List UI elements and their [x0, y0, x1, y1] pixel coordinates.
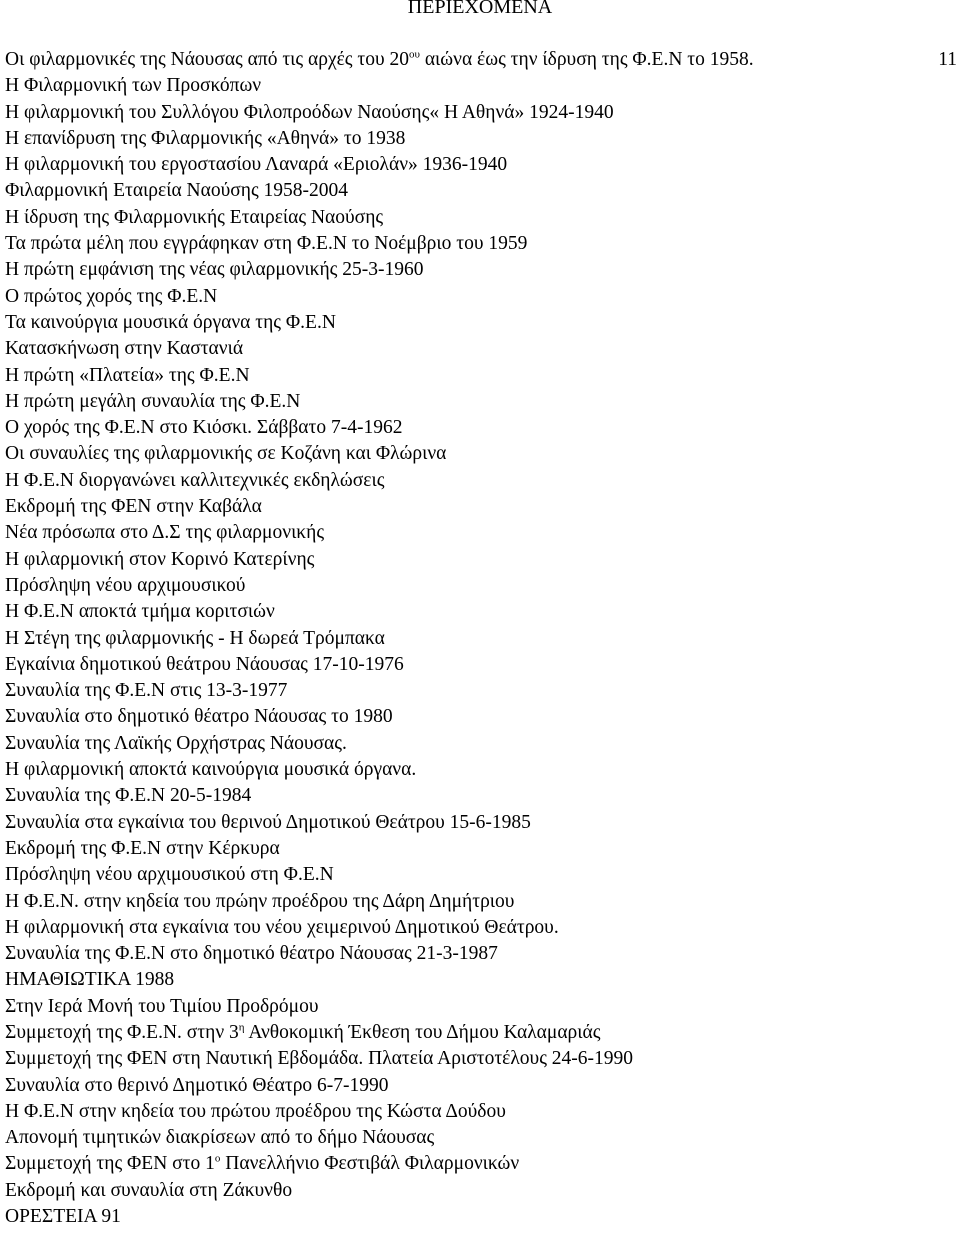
toc-entry: Η πρώτη «Πλατεία» της Φ.Ε.Ν [5, 364, 250, 386]
toc-entry-text-part: Πανελλήνιο Φεστιβάλ Φιλαρμονικών [220, 1153, 520, 1175]
toc-entry: Συναυλία της Φ.Ε.Ν 20-5-1984 [5, 785, 252, 807]
toc-entry: Εκδρομή και συναυλία στη Ζάκυνθο [5, 1179, 293, 1201]
toc-entry: Η ίδρυση της Φιλαρμονικής Εταιρείας Ναούσης [5, 206, 384, 228]
toc-entry: Συναυλία της Φ.Ε.Ν στις 13-3-1977 [5, 680, 288, 702]
toc-entry: Τα πρώτα μέλη που εγγράφηκαν στη Φ.Ε.Ν το Νοέμβριο του 1959 [5, 233, 528, 255]
toc-entry: Οι συναυλίες της φιλαρμονικής σε Κοζάνη και Φλώρινα [5, 443, 447, 465]
toc-entry: Η φιλαρμονική στον Κορινό Κατερίνης [5, 548, 315, 570]
toc-entry: Η φιλαρμονική στα εγκαίνια του νέου χειμερινού Δημοτικού Θεάτρου. [5, 916, 559, 938]
toc-entry-text-part: Ανθοκομική Έκθεση του Δήμου Καλαμαριάς [244, 1021, 601, 1043]
toc-entry: Συναυλία της Λαϊκής Ορχήστρας Νάουσας. [5, 732, 347, 754]
page-title: ΠΕΡΙΕΧΟΜΕΝΑ [407, 0, 553, 18]
table-of-contents [5, 47, 957, 1230]
toc-entry: Η φιλαρμονική του εργοστασίου Λαναρά «Εριολάν» 1936-1940 [5, 154, 508, 176]
toc-entry: Φιλαρμονική Εταιρεία Ναούσης 1958-2004 [5, 180, 349, 202]
toc-entry: Στην Ιερά Μονή του Τιμίου Προδρόμου [5, 995, 319, 1017]
toc-entry: Η Φ.Ε.Ν αποκτά τμήμα κοριτσιών [5, 601, 275, 623]
toc-entry: Η πρώτη μεγάλη συναυλία της Φ.Ε.Ν [5, 390, 301, 412]
toc-entry-text-part: Συμμετοχή της Φ.Ε.Ν. στην 3 [5, 1021, 239, 1043]
toc-entry-text-part: Συμμετοχή της ΦΕΝ στο 1 [5, 1153, 215, 1175]
toc-entry: ΟΡΕΣΤΕΙΑ 91 [5, 1206, 121, 1228]
toc-entry: Ο πρώτος χορός της Φ.Ε.Ν [5, 285, 218, 307]
toc-entry: Η Φ.Ε.Ν διοργανώνει καλλιτεχνικές εκδηλώσεις [5, 469, 385, 491]
toc-entry-superscript: ο [214, 1152, 221, 1165]
toc-entry-superscript: ου [409, 48, 420, 61]
toc-entry [5, 1020, 957, 1046]
toc-entry-text-part: αιώνα έως την ίδρυση της Φ.Ε.Ν το 1958. [419, 49, 754, 70]
toc-entry: Πρόσληψη νέου αρχιμουσικού στη Φ.Ε.Ν [5, 864, 334, 886]
toc-entry: Εκδρομή της ΦΕΝ στην Καβάλα [5, 496, 262, 518]
toc-entry: Συμμετοχή της ΦΕΝ στη Ναυτική Εβδομάδα. Πλατεία Αριστοτέλους 24-6-1990 [5, 1048, 634, 1070]
toc-entry: Η Στέγη της φιλαρμονικής - Η δωρεά Τρόμπακα [5, 627, 385, 649]
toc-entry: Εγκαίνια δημοτικού θεάτρου Νάουσας 17-10-1976 [5, 653, 404, 675]
toc-entry: ΗΜΑΘΙΩΤΙΚΑ 1988 [5, 969, 175, 991]
toc-entry-superscript: η [238, 1021, 245, 1034]
toc-entry: Συναυλία στα εγκαίνια του θερινού Δημοτικού Θεάτρου 15-6-1985 [5, 811, 531, 833]
toc-entry: Η Φ.Ε.Ν στην κηδεία του πρώτου προέδρου της Κώστα Δούδου [5, 1100, 506, 1122]
toc-entry: Η Φ.Ε.Ν. στην κηδεία του πρώην προέδρου της Δάρη Δημήτριου [5, 890, 515, 912]
toc-entry: Ο χορός της Φ.Ε.Ν στο Κιόσκι. Σάββατο 7-4-1962 [5, 417, 403, 439]
toc-entry-text [5, 49, 754, 70]
toc-entry [5, 1151, 957, 1177]
toc-entry: Η φιλαρμονική του Συλλόγου Φιλοπροόδων Ναούσης« Η Αθηνά» 1924-1940 [5, 101, 614, 123]
toc-entry: Τα καινούργια μουσικά όργανα της Φ.Ε.Ν [5, 311, 336, 333]
toc-entry-text-part: Οι φιλαρμονικές της Νάουσας από τις αρχές του 20 [5, 49, 410, 70]
toc-entry: Συναυλία της Φ.Ε.Ν στο δημοτικό θέατρο Νάουσας 21-3-1987 [5, 943, 498, 965]
toc-entry: Πρόσληψη νέου αρχιμουσικού [5, 574, 246, 596]
toc-entry: Συναυλία στο δημοτικό θέατρο Νάουσας το 1980 [5, 706, 393, 728]
toc-entry: Νέα πρόσωπα στο Δ.Σ της φιλαρμονικής [5, 522, 325, 544]
toc-entry: Η φιλαρμονική αποκτά καινούργια μουσικά όργανα. [5, 759, 417, 781]
toc-page-number: 11 [938, 49, 957, 70]
toc-entry: Η επανίδρυση της Φιλαρμονικής «Αθηνά» το 1938 [5, 127, 406, 149]
toc-entry [5, 47, 957, 73]
toc-entry: Κατασκήνωση στην Καστανιά [5, 338, 244, 360]
toc-entry: Εκδρομή της Φ.Ε.Ν στην Κέρκυρα [5, 837, 280, 859]
toc-entry: Η Φιλαρμονική των Προσκόπων [5, 75, 262, 97]
toc-entry: Συναυλία στο θερινό Δημοτικό Θέατρο 6-7-1990 [5, 1074, 389, 1096]
toc-entry: Η πρώτη εμφάνιση της νέας φιλαρμονικής 25-3-1960 [5, 259, 424, 281]
toc-entry: Απονομή τιμητικών διακρίσεων από το δήμο Νάουσας [5, 1127, 435, 1149]
